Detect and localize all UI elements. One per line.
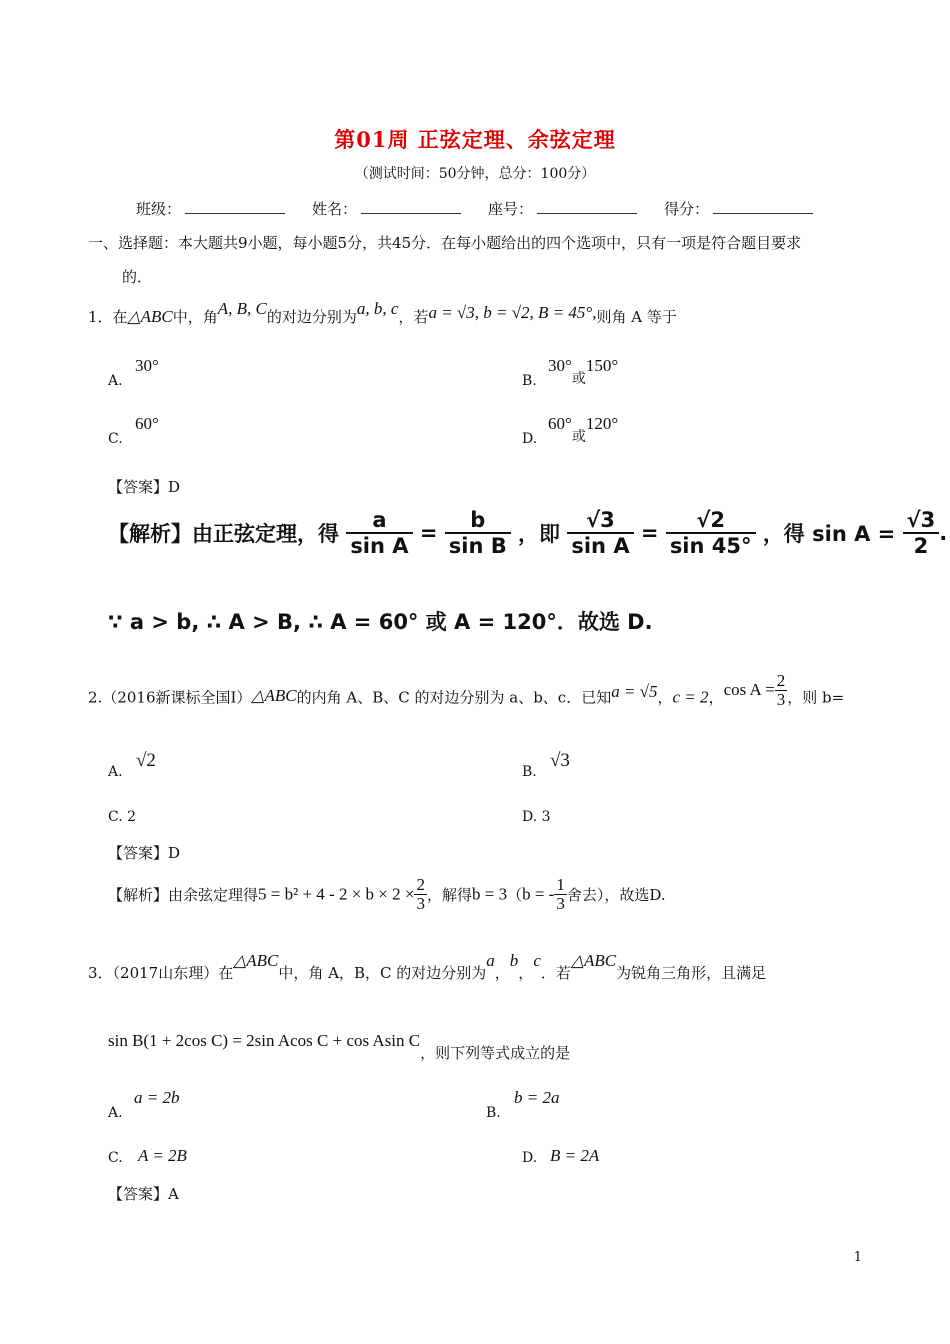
question-2: 2.（2016新课标全国Ⅰ）△ABC的内角 A、B、C 的对边分别为 a、b、c．已知a = √5，c = 2，cos A = $\frac{2}{3}$ ，则 b= [88, 671, 845, 709]
q1-option-a: 30° [135, 356, 159, 375]
section-heading: 一、选择题：本大题共9小题，每小题5分，共45分．在每小题给出的四个选项中，只有一项是符合题目要求 [88, 234, 802, 252]
q3-option-b: b = 2a [514, 1088, 560, 1107]
test-info: （测试时间：50分钟，总分：100分） [354, 166, 596, 182]
q1-option-c-label: C. [108, 431, 123, 447]
name-field: 姓名： [312, 198, 461, 219]
class-field: 班级： [136, 198, 285, 219]
q1-answer: 【答案】D [108, 478, 181, 496]
q2-option-a-label: A. [108, 764, 123, 780]
q1-option-b-label: B. [522, 373, 537, 389]
score-field: 得分： [664, 198, 813, 219]
q1-option-d: 60°或120° [548, 414, 619, 445]
page-number: 1 [853, 1250, 862, 1265]
q3-option-a-label: A. [108, 1105, 123, 1121]
q3-condition: sin B(1 + 2cos C) = 2sin Acos C + cos Asin C，则下列等式成立的是 [108, 1031, 571, 1062]
q1-option-d-label: D. [522, 431, 538, 447]
q2-answer: 【答案】D [108, 844, 181, 862]
seat-field: 座号： [488, 198, 637, 219]
q1-option-b: 30°或150° [548, 356, 619, 387]
q3-option-c: A = 2B [138, 1146, 187, 1165]
q3-option-b-label: B. [486, 1105, 501, 1121]
q1-solution-line2: ∵ a > b, ∴ A > B, ∴ A = 60° 或 A = 120°．故选 D. [108, 610, 653, 634]
q1-solution-line1: 【解析】由正弦定理，得 $\frac{a}{\text{sin A}}$ = $\frac{b}{\text{sin B}}$ ，即 $\frac{√3}{\text{sin A}}$ = $\frac{√2}{\sin 45^\circ}$ ，得 sin A = $\frac{√3}{2}$ . [108, 508, 948, 558]
q1-option-a-label: A. [108, 373, 123, 389]
q3-option-a: a = 2b [134, 1088, 180, 1107]
q2-option-b-label: B. [522, 764, 537, 780]
question-1: 1．在△ABC中，角A, B, C的对边分别为a, b, c，若a = √3, b = √2, B = 45°,则角 A 等于 [88, 299, 677, 326]
q2-option-d: D. 3 [522, 809, 551, 825]
q3-option-d: B = 2A [550, 1146, 600, 1165]
page-title: 第01周 正弦定理、余弦定理 [334, 127, 616, 152]
q3-option-c-label: C. [108, 1150, 123, 1166]
section-heading-cont: 的． [122, 268, 153, 286]
q3-answer: 【答案】A [108, 1185, 179, 1203]
q2-option-c: C. 2 [108, 809, 137, 825]
q2-solution: 【解析】由余弦定理得5 = b² + 4 - 2 × b × 2 × $\frac{2}{3}$ ，解得b = 3（b = - $\frac{1}{3}$ 舍去），故选D. [108, 875, 666, 913]
q1-option-c: 60° [135, 414, 159, 433]
q2-option-a: √2 [136, 750, 156, 771]
q2-option-b: √3 [550, 750, 570, 771]
q3-option-d-label: D. [522, 1150, 538, 1166]
question-3: 3．（2017山东理）在△ABC中，角 A，B，C 的对边分别为a，b，c．若△ABC为锐角三角形，且满足 [88, 951, 767, 982]
